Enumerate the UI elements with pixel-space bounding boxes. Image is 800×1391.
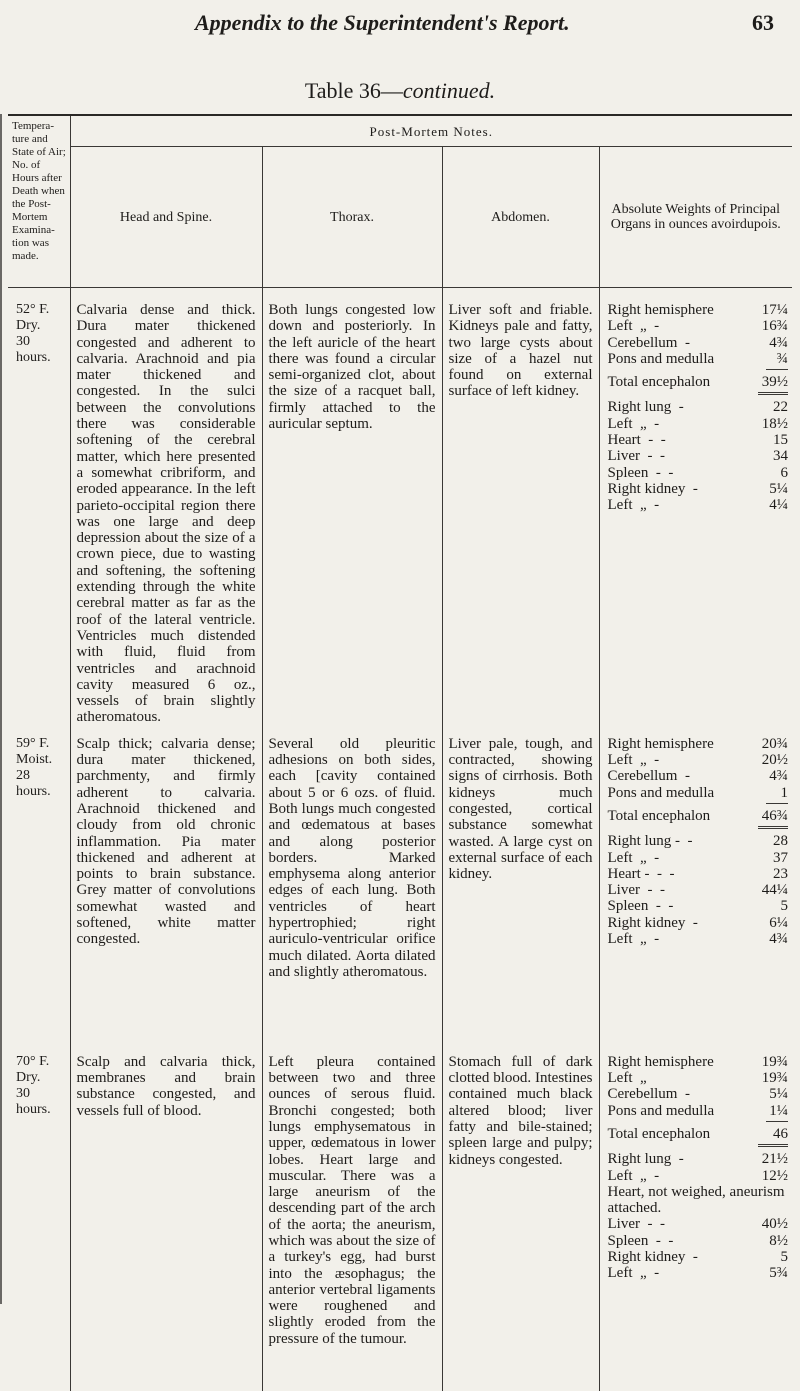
air-state: Dry. bbox=[16, 318, 41, 333]
heart-note: Heart, not weighed, aneurism attached. bbox=[607, 1183, 785, 1217]
temperature: 52° F. bbox=[16, 302, 50, 317]
table-row bbox=[8, 296, 792, 730]
temperature-cell bbox=[8, 730, 70, 1048]
col-header-abdomen: Abdomen. bbox=[442, 147, 599, 288]
temperature-cell bbox=[8, 1048, 70, 1391]
table-title-suffix: continued. bbox=[402, 78, 496, 103]
hours-after-death: 30 hours. bbox=[16, 1085, 51, 1117]
page-edge-shadow bbox=[0, 114, 2, 1304]
weight-row: Spleen - - 5 bbox=[607, 898, 789, 915]
weight-row: Cerebellum - 5¼ bbox=[607, 1086, 789, 1103]
weight-row: Liver - - 34 bbox=[607, 448, 789, 465]
weight-row: Left „ - 20½ bbox=[607, 752, 789, 769]
col-header-weights: Absolute Weights of Principal Organs in ounces avoirdupois. bbox=[599, 147, 792, 288]
sum-rule bbox=[766, 803, 788, 804]
weight-row: Left „ - 12½ bbox=[607, 1167, 789, 1184]
hours-after-death: 28 hours. bbox=[16, 767, 51, 799]
temperature-cell bbox=[8, 296, 70, 730]
air-state: Moist. bbox=[16, 751, 53, 767]
weight-row: Spleen - - 8½ bbox=[607, 1232, 789, 1249]
head-spine-cell: Calvaria dense and thick. Dura mater thickened congested and adherent to calvaria. Arachnoid and pia mater thickened and congested. In the sulci between the convolutions there was considerable softening of the cerebral matter, which here presented a somewhat cribriform, and eroded appearance. In the left parieto-occipital region there was one large and deep depression about the size of a crown piece, due to wasting and softening, the softening extending through the white cerebral matter as far as the roof of the lateral ventricle. Ventricles much distended with fluid, fluid from ventricles and arachnoid cavity measured 6 oz., vessels of brain slightly atheromatous. bbox=[70, 296, 262, 730]
head-spine-cell: Scalp thick; calvaria dense; dura mater thickened, parchmenty, and firmly adherent to calvaria. Arachnoid thickened and cloudy from old chronic inflammation. Pia mater thickened and adherent at points to brain substance. Grey matter of convolutions somewhat wasted and softened, white matter congested. bbox=[70, 730, 262, 1048]
weight-row: Left „ - 5¾ bbox=[607, 1265, 789, 1282]
col-header-thorax: Thorax. bbox=[262, 147, 442, 288]
total-double-rule bbox=[758, 1144, 788, 1147]
weight-row: Right kidney - 5 bbox=[607, 1248, 789, 1265]
weight-row: Left „ - 18½ bbox=[607, 415, 789, 432]
hours-after-death: 30 hours. bbox=[16, 334, 51, 365]
total-row: Total encephalon 46¾ bbox=[607, 807, 789, 824]
head-spine-cell: Scalp and calvaria thick, membranes and brain substance congested, and vessels full of blood. bbox=[70, 1048, 262, 1391]
abdomen-cell: Liver pale, tough, and contracted, showing signs of cirrhosis. Both kidneys much congested, cortical substance somewhat wasted. A large cyst on external surface of each kidney. bbox=[442, 730, 599, 1048]
weight-row: Right kidney - 6¼ bbox=[607, 914, 789, 931]
page-number: 63 bbox=[752, 10, 774, 35]
total-row: Total encephalon 39½ bbox=[607, 374, 789, 391]
thorax-cell: Several old pleuritic adhesions on both sides, each [cavity contained about 5 or 6 ozs. of fluid. Both lungs much congested and œdematous at bases and along posterior borders. Marked emphysema along anterior edges of each lung. Both ventricles of heart hypertrophied; right auriculo-ventricular orifice much dilated. Aorta dilated and slightly atheromatous. bbox=[262, 730, 442, 1048]
weight-row: Heart - - 15 bbox=[607, 432, 789, 449]
thorax-cell: Left pleura contained between two and three ounces of serous fluid. Bronchi congested; both lungs emphysematous in upper, œdematous in lower lobes. Heart large and muscular. There was a large aneurism of the descending part of the arch of the aorta; the aneurism, which was about the size of a turkey's egg, had burst into the æsophagus; the anterior vertebral ligaments were roughened and slightly eroded from the pressure of the tumour. bbox=[262, 1048, 442, 1391]
table-title bbox=[0, 78, 800, 104]
weights-cell bbox=[599, 730, 792, 1048]
weights-cell bbox=[599, 1048, 792, 1391]
table-row bbox=[8, 730, 792, 1048]
col-header-temperature: Tempera- ture and State of Air; No. of Hours after Death when the Post- Mortem Examina- tion was made. bbox=[8, 115, 70, 288]
table-row bbox=[8, 1048, 792, 1391]
weight-row: Liver - - 44¼ bbox=[607, 882, 789, 899]
temperature: 70° F. bbox=[16, 1053, 50, 1069]
weight-row: Left „ 19¾ bbox=[607, 1070, 789, 1087]
weight-row: Left „ - 4¼ bbox=[607, 497, 789, 514]
thorax-cell: Both lungs congested low down and posteriorly. In the left auricle of the heart there was found a circular semi-organized clot, about the size of a racquet ball, firmly attached to the auricular septum. bbox=[262, 296, 442, 730]
weight-row: Cerebellum - 4¾ bbox=[607, 334, 789, 351]
table-title-prefix: Table 36— bbox=[304, 78, 403, 103]
weight-row: Spleen - - 6 bbox=[607, 464, 789, 481]
weight-row: Left „ - 16¾ bbox=[607, 318, 789, 335]
col-header-post-mortem-notes: Post-Mortem Notes. bbox=[70, 115, 792, 147]
running-title: Appendix to the Superintendent's Report. bbox=[195, 10, 570, 35]
temperature: 59° F. bbox=[16, 735, 50, 751]
weight-row: Left „ - 37 bbox=[607, 849, 789, 866]
total-row: Total encephalon 46 bbox=[607, 1125, 789, 1142]
weight-row: Liver - - 40½ bbox=[607, 1216, 789, 1233]
abdomen-cell: Stomach full of dark clotted blood. Intestines contained much black altered blood; liver fatty and bile-stained; spleen large and pulpy; kidneys congested. bbox=[442, 1048, 599, 1391]
weight-row: Right kidney - 5¼ bbox=[607, 480, 789, 497]
total-double-rule bbox=[758, 826, 788, 829]
weight-row: Pons and medulla 1 bbox=[607, 784, 789, 801]
air-state: Dry. bbox=[16, 1069, 41, 1085]
sum-rule bbox=[766, 369, 788, 370]
weight-row: Right lung - 21½ bbox=[607, 1151, 789, 1168]
weight-row: Pons and medulla 1¼ bbox=[607, 1102, 789, 1119]
weights-cell bbox=[599, 296, 792, 730]
page-header bbox=[0, 0, 800, 60]
weight-row: Left „ - 4¾ bbox=[607, 930, 789, 947]
weight-row: Right hemisphere 19¾ bbox=[607, 1053, 789, 1070]
sum-rule bbox=[766, 1121, 788, 1122]
weight-row: Right lung - - 28 bbox=[607, 833, 789, 850]
abdomen-cell: Liver soft and friable. Kidneys pale and fatty, two large cysts about size of a hazel nut found on external surface of left kidney. bbox=[442, 296, 599, 730]
weight-row: Cerebellum - 4¾ bbox=[607, 768, 789, 785]
weight-row: Pons and medulla ¾ bbox=[607, 350, 789, 367]
post-mortem-table bbox=[8, 114, 792, 1391]
weight-row: Right lung - 22 bbox=[607, 399, 789, 416]
col-header-head-spine: Head and Spine. bbox=[70, 147, 262, 288]
total-double-rule bbox=[758, 392, 788, 395]
weight-row: Right hemisphere 20¾ bbox=[607, 735, 789, 752]
weight-row: Right hemisphere 17¼ bbox=[607, 302, 789, 318]
weight-row: Heart - - - 23 bbox=[607, 865, 789, 882]
